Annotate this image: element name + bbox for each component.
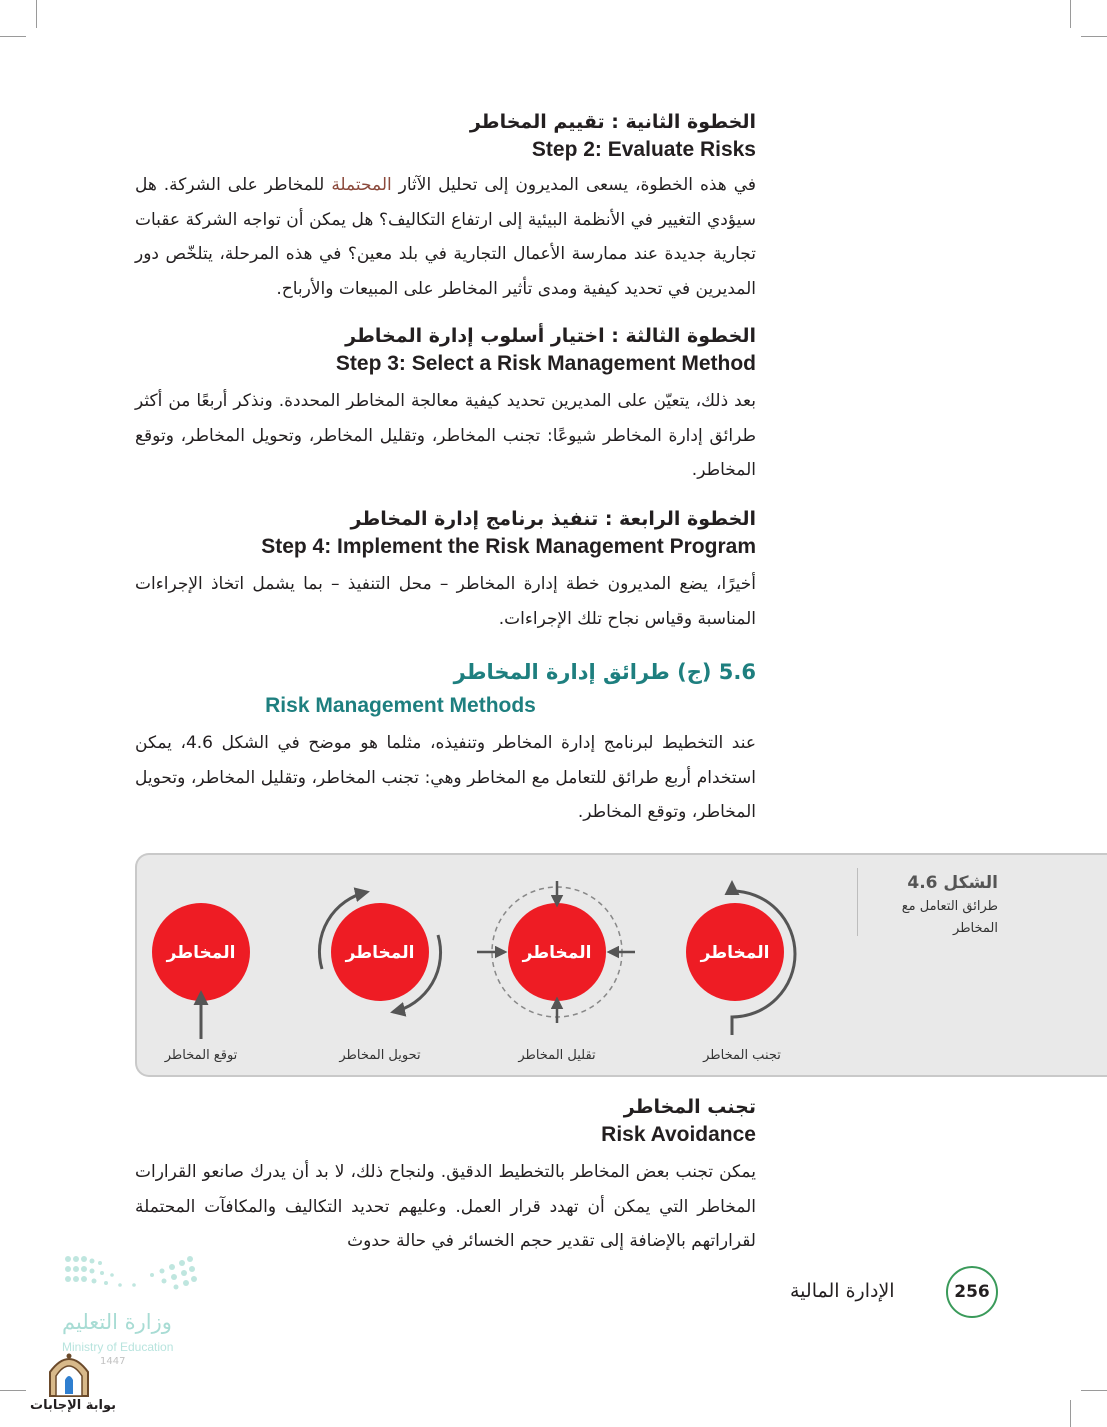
crop-mark (1081, 1390, 1107, 1391)
step4-title-ar: الخطوة الرابعة : تنفيذ برنامج إدارة المخاطر (350, 508, 756, 530)
step4-title-en: Step 4: Implement the Risk Management Program (261, 535, 756, 558)
step4-section (135, 505, 756, 636)
step2-title-en: Step 2: Evaluate Risks (531, 138, 756, 161)
book-title: الإدارة المالية (790, 1280, 895, 1302)
section-title-en: Risk Management Methods (265, 694, 536, 717)
crop-mark (1070, 1400, 1071, 1427)
step3-section (135, 322, 756, 488)
step3-body: بعد ذلك، يتعيّن على المديرين تحديد كيفية معالجة المخاطر المحددة. ونذكر أربعًا من أكثر طرائق إدارة المخاطر شيوعًا: تجنب المخاطر، وتقليل المخاطر، وتحويل المخاطر، وتوقع المخاطر. (135, 391, 756, 480)
method-label-avoidance: تجنب المخاطر (703, 1048, 781, 1063)
step2-body-text-2: للمخاطر على الشركة. هل سيؤدي التغيير في الأنظمة البيئية إلى ارتفاع التكاليف؟ هل يمكن أن تواجه الشركة عقبات تجارية جديدة عند ممارسة الأعمال التجارية في بلد معين؟ في هذه المرحلة، يتلخّص دور المديرين في تحديد كيفية ومدى تأثير المخاطر على المبيعات والأرباح. (135, 175, 756, 299)
transfer-diagram (319, 892, 440, 1012)
risk-methods-diagram (135, 853, 855, 1077)
step2-section (135, 108, 756, 306)
site-name: بوابة الإجابات (30, 1398, 116, 1413)
section-title-text: (ج) طرائق إدارة المخاطر (453, 660, 712, 684)
method-label-retention: توقع المخاطر (164, 1048, 238, 1063)
step2-body-text: في هذه الخطوة، يسعى المديرون إلى تحليل الآثار (391, 175, 757, 195)
avoidance-section (135, 1093, 756, 1259)
crop-mark (1070, 0, 1071, 28)
method-label-reduction: تقليل المخاطر (518, 1048, 596, 1063)
figure-caption (880, 870, 998, 940)
crop-mark (0, 36, 26, 37)
crop-mark (0, 1390, 26, 1391)
circle-label: المخاطر (345, 943, 415, 963)
circle-label: المخاطر (700, 943, 770, 963)
retention-diagram (152, 903, 250, 1039)
avoidance-body: يمكن تجنب بعض المخاطر بالتخطيط الدقيق. ولنجاح ذلك، لا بد أن يدرك صانعو القرارات المخاطر التي يمكن أن تهدد قرار العمل. وعليهم تحديد التكاليف والمكافآت المحتملة لقراراتهم بالإضافة إلى تقدير حجم الخسائر في حالة حدوث (135, 1162, 756, 1251)
step3-title-en: Step 3: Select a Risk Management Method (335, 352, 756, 375)
figure-number: الشكل 4.6 (907, 873, 998, 893)
ministry-name-en: Ministry of Education (62, 1340, 174, 1354)
crop-mark (1081, 36, 1107, 37)
ministry-year: 1447 (100, 1356, 126, 1367)
step2-title-ar: الخطوة الثانية : تقييم المخاطر (469, 111, 756, 133)
mosque-logo-icon (46, 1350, 92, 1398)
reduction-diagram (477, 881, 635, 1023)
step3-title-ar: الخطوة الثالثة : اختيار أسلوب إدارة المخاطر (345, 325, 756, 347)
figure-caption-text: طرائق التعامل مع المخاطر (901, 899, 998, 936)
section-number: 5.6 (718, 660, 756, 684)
circle-label: المخاطر (166, 943, 236, 963)
step2-body (135, 168, 756, 306)
avoidance-title-en: Risk Avoidance (601, 1123, 756, 1146)
section-title-ar (135, 656, 756, 688)
ministry-logo-dots-icon (62, 1253, 198, 1299)
circle-label: المخاطر (522, 943, 592, 963)
ministry-name-ar: وزارة التعليم (62, 1310, 172, 1334)
step4-body: أخيرًا، يضع المديرون خطة إدارة المخاطر – محل التنفيذ – بما يشمل اتخاذ الإجراءات المناسبة وقياس نجاح تلك الإجراءات. (135, 574, 756, 629)
step2-body-highlight: المحتملة (331, 175, 392, 195)
methods-section (135, 656, 756, 830)
avoidance-title-ar: تجنب المخاطر (623, 1096, 756, 1118)
figure-divider (857, 868, 858, 936)
avoidance-diagram (686, 883, 795, 1035)
section-body: عند التخطيط لبرنامج إدارة المخاطر وتنفيذه، مثلما هو موضح في الشكل 4.6، يمكن استخدام أربع طرائق للتعامل مع المخاطر وهي: تجنب المخاطر، وتقليل المخاطر، وتحويل المخاطر، وتوقع المخاطر. (135, 733, 757, 822)
method-label-transfer: تحويل المخاطر (339, 1048, 421, 1063)
page-number: 256 (946, 1266, 998, 1318)
crop-mark (36, 0, 37, 28)
